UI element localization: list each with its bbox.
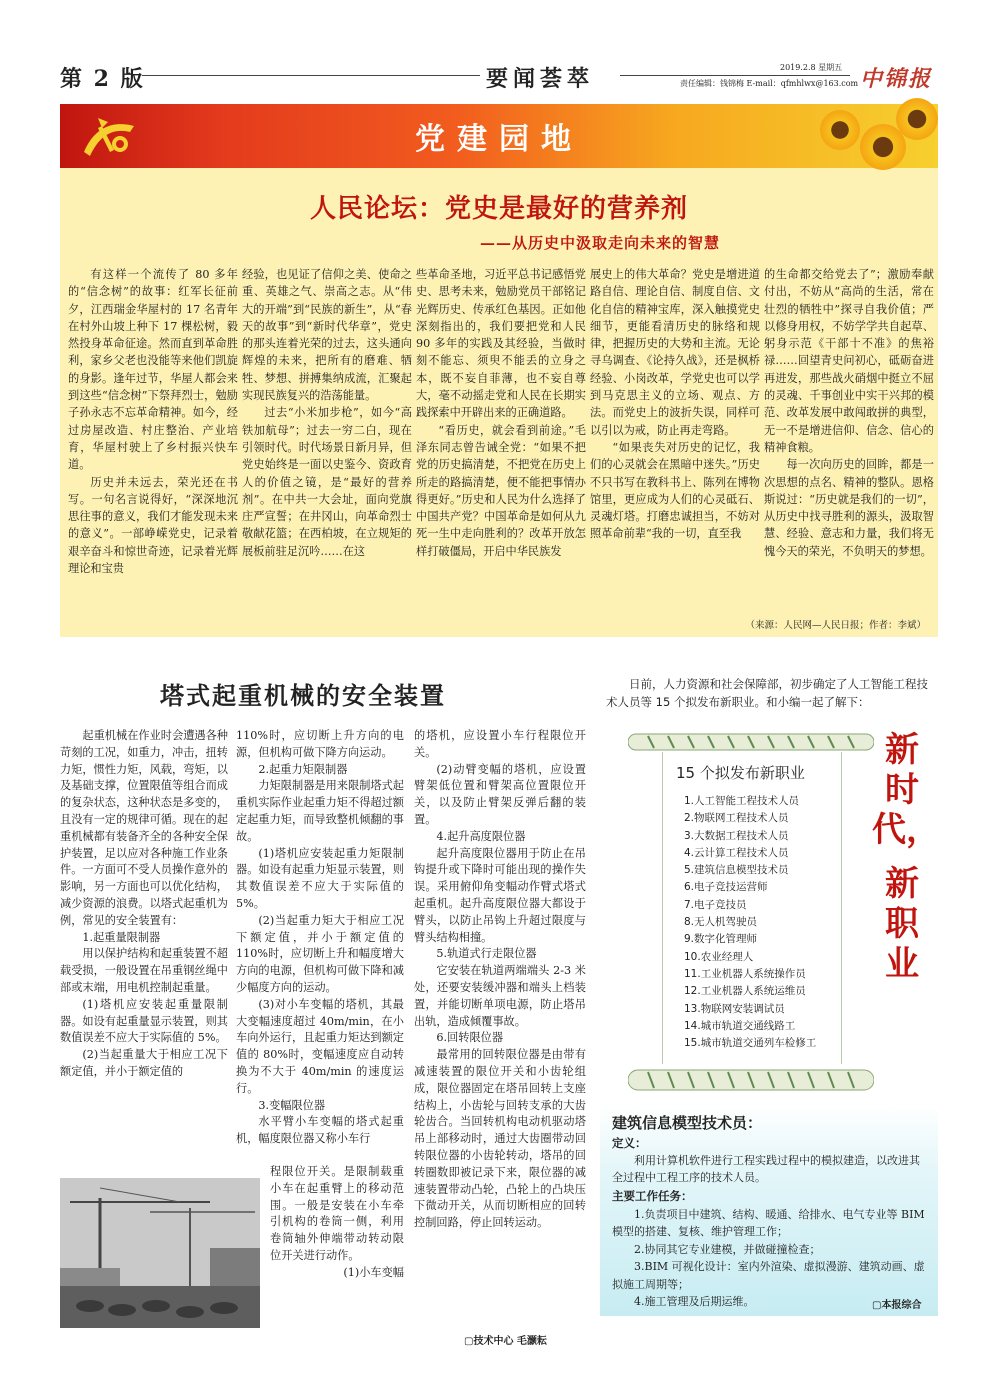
party-column-3 — [416, 266, 586, 618]
slogan-char: 职 — [885, 904, 919, 944]
list-item: 6.电子竞技运营师 — [684, 881, 768, 894]
list-item: 5.建筑信息模型技术员 — [684, 864, 789, 877]
paragraph: (2)当起重力矩大于相应工况下额定值，并小于额定值的 110%时，应切断上升和幅度增大方向的电源，但机构可做下降和减少幅度方向的运动。 — [236, 913, 404, 994]
slogan-char: 业 — [885, 944, 919, 984]
subheading: 6.回转限位器 — [436, 1031, 504, 1045]
paragraph: 的生命都交给党去了”；激励奉献付出，不妨从“高尚的生活，常在壮烈的牺牲中”探寻自我价值；严以修身用权，不妨学学共自起草、躬身示范《干部十不准》的焦裕禄……回望青史问初心，砥砺奋进再进发，那些战火硝烟中挺立不屈的灵魂、千事创业中实干兴邦的模范、改革发展中敢闯敢拼的典型，无一不是增进信仰、信念、信心的精神食粮。 — [764, 268, 934, 454]
paragraph: 最常用的回转限位器是由带有减速装置的限位开关和小齿轮组成，限位器固定在塔吊回转上支座结构上，小齿轮与回转支承的大齿轮齿合。当回转机构电动机驱动塔吊上部移动时，通过大齿圈带动回转限位器的小齿轮转动，塔吊的回转圈数即被记录下来，限位器的减速装置带动凸轮，凸轮上的凸块压下微动开关，从而切断相应的回转控制回路，停止回转运动。 — [414, 1048, 586, 1230]
bim-title: 建筑信息模型技术员： — [612, 1114, 763, 1132]
paragraph: (1)小车变幅 — [343, 1265, 404, 1279]
list-item: 7.电子竞技员 — [684, 898, 747, 911]
paragraph: 历史并未远去，荣光还在书写。一句名言说得好，“深深地沉思往事的意义，我们才能发现未来的意义”。一部峥嵘党史，记录着艰辛奋斗和惊世奇迹，记录着光辉理论和宝贵 — [68, 475, 238, 576]
paragraph: 它安装在轨道两端端头 2-3 米处，还要安装缓冲器和端头上档装置，并能切断单项电源，防止塔吊出轨，造成倾覆事故。 — [414, 964, 586, 1028]
list-item: 8.无人机驾驶员 — [684, 916, 758, 929]
paragraph: (3)对小车变幅的塔机，其最大变幅速度超过 40m/min，在小车向外运行，且起重力矩达到额定值的 80%时，变幅速度应自动转换为不大于 40m/min 的速度运行。 — [236, 997, 404, 1095]
subheading: 4.起升高度限位器 — [436, 829, 526, 843]
bim-tasks-heading: 主要工作任务： — [612, 1189, 693, 1203]
task-item: 4.施工管理及后期运维。 — [634, 1295, 755, 1309]
bim-definition-heading: 定义： — [612, 1136, 647, 1150]
subheading: 3.变幅限位器 — [258, 1098, 326, 1112]
paragraph: 110%时，应切断上升方向的电源，但机构可做下降方向运动。 — [236, 729, 404, 759]
subheading: 2.起重力矩限制器 — [258, 762, 348, 776]
crane-photo-image — [60, 1178, 260, 1328]
paragraph: 有这样一个流传了 80 多年的“信念树”的故事：红军长征前夕，江西瑞金华屋村的 17 名青年在村外山坡上种下 17 棵松树，毅然投身革命征途。然而直到革命胜利，家乡父老也没能等来他们凯旋的身影。逢年过节，华屋人都会来到这些“信念树”下祭拜烈士，勉励子孙永志不忘革命精神。如今，经过房屋改造、村庄整治、产业培育，华屋村驶上了乡村振兴快车道。 — [68, 268, 238, 472]
paragraph: (1)塔机应安装起重量限制器。如设有起重量显示装置，则其数值误差不应大于实际值的 5%。 — [60, 997, 228, 1045]
party-column-5 — [764, 266, 934, 618]
slogan-char: 代， — [872, 810, 940, 850]
editor-line: 责任编辑：钱锦梅 E-mail：qfmhlwx@163.com — [680, 79, 859, 88]
paragraph: (2)当起重量大于相应工况下额定值，并小于额定值的 — [60, 1048, 228, 1078]
header-rule-left — [142, 75, 480, 76]
paragraph: “如果丧失对历史的记忆，我们的心灵就会在黑暗中迷失。”历史不只书写在教科书上、陈列在博物馆里，更应成为人们的心灵砥石、灵魂灯塔。打磨忠诚担当，不妨对照革命前辈“我的一切，直至我 — [590, 440, 760, 541]
jobs-intro — [606, 675, 936, 711]
list-item: 3.大数据工程技术人员 — [684, 829, 789, 842]
party-column-1 — [68, 266, 238, 618]
paragraph: 经验，也见证了信仰之美、使命之重、英雄之气、崇高之志。从“伟大的开端”到“民族的新生”，从“春天的故事”到“新时代华章”，党史的那头连着光荣的过去，这头通向辉煌的未来，把所有的磨难、牺牲、梦想、拼搏集纳成流，汇聚起实现民族复兴的浩荡能量。 — [242, 268, 412, 403]
slogan-char: 新 — [885, 730, 919, 770]
crane-credit: ▢技术中心 毛灏耘 — [464, 1336, 547, 1347]
party-section — [60, 104, 938, 637]
subheading: 1.起重量限制器 — [82, 930, 161, 944]
paragraph: 起重机械在作业时会遭遇各种苛刻的工况，如重力，冲击，扭转力矩，惯性力矩，风载，弯矩，以及基础支撑，位置限值等组合而成的复杂状态，这种状态是多变的，且没有一定的规律可循。现在的起重机械都有装备齐全的各种安全保护装置，足以应对各种施工作业条件。一方面可不受人员操作意外的影响，另一方面也可以优化结构，减少资源的浪费。以塔式起重机为例，常见的安全装置有： — [60, 729, 228, 927]
slogan-char: 时 — [885, 770, 919, 810]
paragraph: 每一次向历史的回眸，都是一次思想的点名、精神的整队。恩格斯说过：“历史就是我们的一切”，从历史中找寻胜利的源头，汲取智慧、经验、意志和力量，我们将无愧今天的荣光，不负明天的梦想。 — [764, 458, 934, 558]
paragraph: 些革命圣地，习近平总书记感悟党史、思考未来，勉励党员干部铭记光辉历史、传承红色基因。正如他深刻指出的，我们要把党和人民 90 多年的实践及其经验，当做时刻不能忘、须臾不能丢的立身之本，既不妄自菲薄，也不妄自尊大，毫不动摇走党和人民在长期实践探索中开辟出来的正确道路。 — [416, 268, 586, 420]
paragraph: 力矩限制器是用来限制塔式起重机实际作业起重力矩不得超过额定起重力矩，而导致整机倾翻的事故。 — [236, 779, 404, 843]
party-banner-title: 党建园地 — [415, 122, 583, 157]
crane-article-title: 塔式起重机械的安全装置 — [160, 681, 446, 710]
paragraph: 展史上的伟大革命？党史是增进道路自信、理论自信、制度自信、文化自信的精神宝库，深入触摸党史细节，更能看清历史的脉络和规律，把握历史的大势和主流。无论寻乌调查、《论持久战》，还是枫桥经验、小岗改革，学党史也可以学到马克思主义的立场、观点、方法。而党史上的波折失误，同样可以引以为戒，防止再走弯路。 — [590, 268, 760, 437]
list-item: 14.城市轨道交通线路工 — [684, 1019, 796, 1032]
list-item: 2.物联网工程技术人员 — [684, 812, 789, 825]
bim-tasks — [612, 1206, 928, 1310]
paragraph: 用以保护结构和起重装置不超载受损，一般设置在吊重钢丝绳中部或末端，用电机控制起重量。 — [60, 947, 228, 994]
party-article-subtitle: ——从历史中汲取走向未来的智慧 — [480, 234, 721, 252]
list-item: 13.物联网安装调试员 — [684, 1002, 785, 1015]
list-item: 15.城市轨道交通列车检修工 — [684, 1037, 817, 1050]
list-item: 11.工业机器人系统操作员 — [684, 967, 806, 980]
masthead — [60, 62, 940, 92]
party-source: （来源：人民网—人民日报；作者：李斌） — [745, 620, 926, 631]
jobs-heading: 15 个拟发布新职业 — [676, 764, 805, 782]
page-number: 第 2 版 — [60, 66, 145, 92]
paragraph: “看历史，就会看到前途。”毛泽东同志曾告诫全党：“如果不把党的历史搞清楚，不把党在历史上所走的路搞清楚，便不能把事情办得更好。”历史和人民为什么选择了中国共产党？中国革命是如何从九死一生中走向胜利的？改革开放怎样打破僵局，开启中华民族发 — [416, 423, 586, 558]
paragraph: 水平臂小车变幅的塔式起重机，幅度限位器又称小车行 — [236, 1115, 404, 1146]
crane-column-3 — [414, 728, 586, 1332]
subheading: 5.轨道式行走限位器 — [436, 947, 537, 961]
paragraph: 日前，人力资源和社会保障部，初步确定了人工智能工程技术人员等 15 个拟发布新职业。和小编一起了解下： — [606, 677, 928, 709]
jobs-slogan — [872, 730, 940, 984]
bim-definition: 利用计算机软件进行工程实践过程中的模拟建造，以改进其全过程中工程工序的技术人员。 — [612, 1154, 920, 1184]
slogan-char: 新 — [885, 864, 919, 904]
crane-column-1 — [60, 728, 228, 1168]
party-column-4 — [590, 266, 760, 618]
task-item: 1.负责项目中建筑、结构、暖通、给排水、电气专业等 BIM 模型的搭建、复核、维护管理工作； — [612, 1208, 925, 1239]
crane-column-2 — [236, 728, 404, 1168]
paragraph: 过去“小米加步枪”，如今“高铁加航母”；过去一穷二白，现在引领时代。时代场景日新月异，但党史始终是一面以史鉴今、资政育人的价值之镜，是“最好的营养剂”。在中共一大会址，面向党旗庄严宣誓；在井冈山，向革命烈士敬献花篮；在西柏坡，在立规矩的展板前驻足沉吟……在这 — [242, 406, 412, 558]
task-item: 3.BIM 可视化设计：室内外渲染、虚拟漫游、建筑动画、虚拟施工周期等； — [612, 1260, 925, 1291]
paragraph: 起升高度限位器用于防止在吊钩提升或下降时可能出现的操作失误。采用俯仰角变幅动作臂式塔式起重机。起升高度限位器大都设于臂头，以防止吊钩上升超过限度与臂头结构相撞。 — [414, 846, 586, 944]
section-name: 要闻荟萃 — [485, 66, 594, 92]
paragraph: (1)塔机应安装起重力矩限制器。如设有起重力矩显示装置，则其数值误差不应大于实际值的 5%。 — [236, 846, 404, 910]
paragraph: 的塔机，应设置小车行程限位开关。 — [414, 729, 586, 759]
paragraph: (2)动臂变幅的塔机，应设置臂架低位置和臂架高位置限位开关，以及防止臂架反弹后翻的装置。 — [414, 762, 586, 826]
bim-credit: ▢本报综合 — [872, 1300, 922, 1311]
list-item: 4.云计算工程技术人员 — [684, 846, 789, 859]
crane-photo — [60, 1178, 260, 1328]
scroll-bottom-icon — [628, 1060, 874, 1100]
header-rule-right — [620, 75, 850, 76]
dateline: 2019.2.8 星期五 — [780, 63, 843, 72]
list-item: 9.数字化管理师 — [684, 933, 758, 946]
party-article-body — [62, 266, 936, 618]
party-banner — [60, 104, 938, 168]
party-article-title: 人民论坛：党史是最好的营养剂 — [309, 194, 688, 224]
task-item: 2.协同其它专业建模，并做碰撞检查； — [634, 1242, 821, 1256]
paragraph: 程限位开关。是限制载重小车在起重臂上的移动范围。一般是安装在小车牵引机构的卷筒一侧，利用卷筒轴外伸端带动转动限位开关进行动作。 — [270, 1165, 404, 1262]
party-column-2 — [242, 266, 412, 618]
list-item: 12.工业机器人系统运维员 — [684, 985, 806, 998]
crane-column-2-tail — [270, 1164, 404, 1332]
paper-logo: 中锦报 — [860, 66, 933, 92]
jobs-list — [684, 793, 816, 1052]
list-item: 10.农业经理人 — [684, 950, 754, 963]
list-item: 1.人工智能工程技术人员 — [684, 795, 800, 807]
